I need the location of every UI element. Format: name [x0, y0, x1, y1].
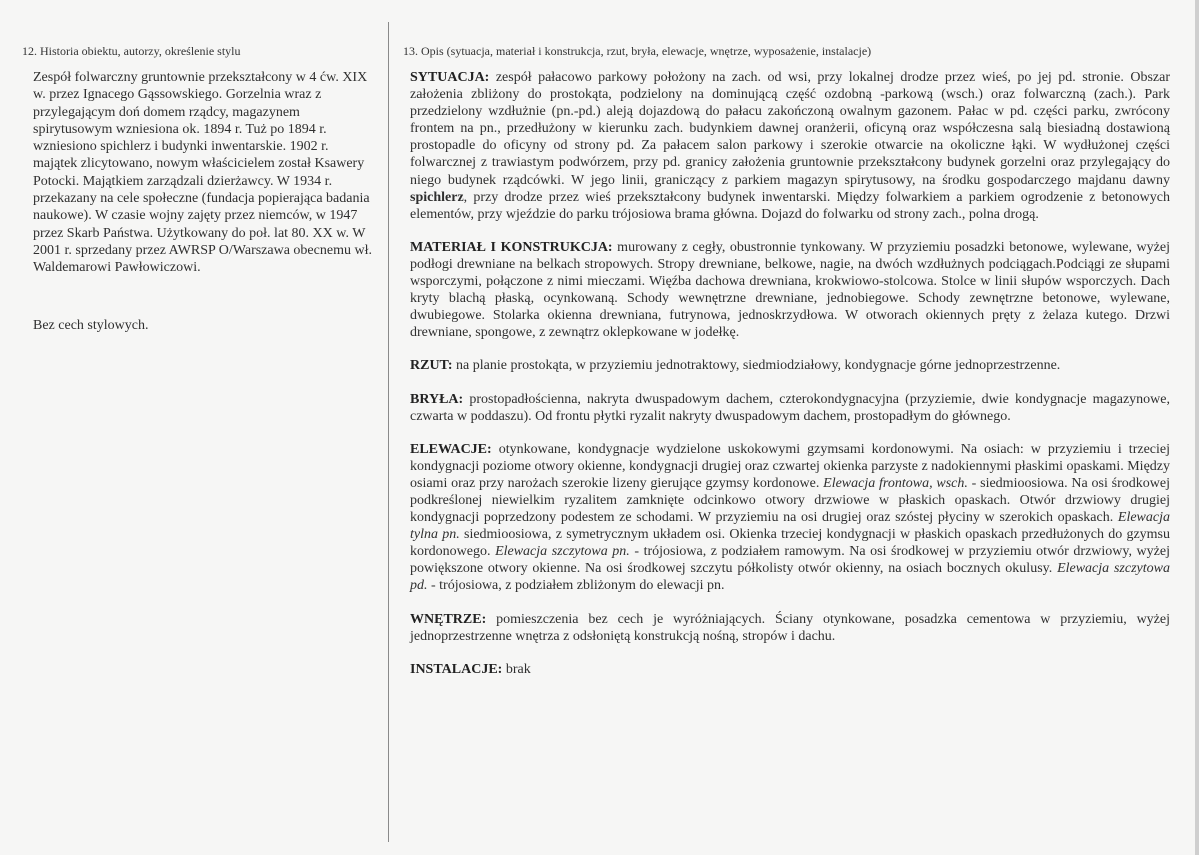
elewacje-text-c: siedmioosiowa, z symetrycznym układem osi. Okienka trzeciej kondygnacji w płaskich opaskach przedłużonych do gzymsu kordonowego. — [410, 527, 1171, 560]
history-body — [33, 69, 372, 334]
wnetrze-text: pomieszczenia bez cech je wyróżniających. Ściany otynkowane, posadzka cementowa w przyziemiu, wyżej jednoprzestrzenne wnętrza z odsłoniętą konstrukcją nośną, stropów i dachu. — [410, 611, 1170, 644]
description-column — [403, 44, 1170, 694]
sytuacja-label: SYTUACJA: — [410, 70, 490, 85]
rzut-text: na planie prostokąta, w przyziemiu jednotraktowy, siedmiodziałowy, kondygnacje górne jednoprzestrzenne. — [452, 358, 1061, 374]
elewacje-italic-c: Elewacja szczytowa pn. — [495, 544, 630, 560]
sytuacja-text-a: zespół pałacowo parkowy położony na zach. od wsi, przy lokalnej drodze przez wieś, po jej pd. stronie. Obszar założenia zbliżony do prostokąta, podzielony na dominującą część ozdobną -parkową (wsch.) oraz folwarczną (zach.). Park przedzielony wzdłużnie (pn.-pd.) aleją dojazdową do pałacu zakończoną owalnym gazonem. Pałac w pd. części parku, zwrócony frontem na pn., przedłużony w kierunku zach. budynkiem dawnej oranżerii, oficyną oraz współczesna salą biesiadną dostawioną prostopadle do oficyny od strony pd. Za pałacem salon parkowy i szerokie otwarcie na okoliczne łąki. W wydłużonej części folwarcznej z trawiastym podwórzem, przy pd. granicy założenia gruntownie przekształcony budynek gorzelni oraz przylegający do niego budynek rządcówki. W jego linii, graniczący z parkiem magazyn spirytusowy, na środku gospodarczego majdanu dawny — [410, 70, 1170, 188]
column-divider — [388, 22, 389, 842]
material-text: murowany z cegły, obustronnie tynkowany. W przyziemiu posadzki betonowe, wylewane, wyżej podłogi drewniane na belkach stropowych. Stropy drewniane, belkowe, nagie, na dwóch wzdłużnych podciągach.Podciągi ze słupami wsporczymi, połączone z nimi mieczami. Więźba dachowa drewniana, krokwiowo-stolcowa. Stolce w linii słupów wsporczych. Dach kryty blachą płaską, ocynkowaną. Schody wewnętrzne drewniane, jednobiegowe. Schody zewnętrzne betonowe, wylewane, dwubiegowe. Stolarka okienna drewniana, futrynowa, jednoskrzydłowa. W otworach okiennych pręty z żelaza kutego. Drzwi drewniane, spongowe, z zewnątrz oklepkowane w jodełkę. — [410, 239, 1170, 341]
style-note: Bez cech stylowych. — [33, 317, 149, 333]
section-rzut — [410, 357, 1170, 374]
section-bryla — [410, 391, 1170, 425]
elewacje-italic-a: Elewacja frontowa, wsch. — [823, 475, 968, 491]
section-elewacje — [410, 441, 1170, 595]
elewacje-text-b: - siedmioosiowa. Na osi środkowej podkreślonej niewielkim ryzalitem zamknięte odcinkowo otwory drzwiowe w płaskich opaskach. Otwór drzwiowy drugiej kondygnacji poprzedzony podestem ze schodami. W przyziemiu na osi drugiej oraz szóstej płyciny w szerokich opaskach. — [410, 475, 1170, 526]
wnetrze-label: WNĘTRZE: — [410, 611, 487, 627]
elewacje-italic-d: Elewacja szczytowa pd. — [410, 561, 1170, 594]
bryla-label: BRYŁA: — [410, 391, 464, 407]
history-text: Zespół folwarczny gruntownie przekształcony w 4 ćw. XIX w. przez Ignacego Gąssowskiego. Gorzelnia wraz z przylegającym doń domem rządcy, magazynem spirytusowym wzniesiona ok. 1894 r. Tuż po 1894 r. wzniesiono spichlerz i budynki inwentarskie. 1902 r. majątek zlicytowano, nowym właścicielem został Ksawery Potocki. Majątkiem zarządzali dzierżawcy. W 1934 r. przekazany na cele społeczne (fundacja popierająca badania naukowe). W czasie wojny zajęty przez niemców, w 1947 przez Skarb Państwa. Użytkowany do poł. lat 80. XX w. W 2001 r. sprzedany przez AWRSP O/Warszawa obecnemu wł. Waldemarowi Pawłowiczowi. — [33, 70, 372, 276]
history-header: 12. Historia obiektu, autorzy, określenie stylu — [22, 44, 241, 58]
bryla-text: prostopadłościenna, nakryta dwuspadowym dachem, czterokondygnacyjna (przyziemie, dwie kondygnacje magazynowe, czwarta w poddaszu). Od frontu płytki ryzalit nakryty dwuspadowym dachem, prostopadłym do głównego. — [410, 391, 1170, 424]
history-column — [22, 44, 372, 334]
instalacje-label: INSTALACJE: — [410, 661, 503, 677]
material-label: MATERIAŁ I KONSTRUKCJA: — [410, 239, 613, 255]
sytuacja-highlight: spichlerz — [410, 189, 464, 205]
section-material — [410, 239, 1170, 342]
section-sytuacja — [410, 69, 1170, 223]
description-header: 13. Opis (sytuacja, materiał i konstrukcja, rzut, bryła, elewacje, wnętrze, wyposażenie, instalacje) — [403, 44, 872, 58]
elewacje-text-d: - trójosiowa, z podziałem ramowym. Na osi środkowej w przyziemiu otwór drzwiowy, wyżej powiększone otwory okienne. Na osi środkowej szczytu półkolisty otwór okienny, na osiach bocznych okulusy. — [410, 544, 1170, 577]
elewacje-text-e: - trójosiowa, z podziałem zbliżonym do elewacji pn. — [427, 578, 725, 594]
sytuacja-text-b: , przy drodze przez wieś przekształcony budynek inwentarski. Między folwarkiem a parkiem ogrodzenie z betonowych elementów, przy wjeździe do parku trójosiowa brama główna. Dojazd do folwarku od strony zach., polna drogą. — [410, 189, 1170, 222]
elewacje-label: ELEWACJE: — [410, 441, 492, 457]
elewacje-text-a: otynkowane, kondygnacje wydzielone uskokowymi gzymsami kordonowymi. Na osiach: w przyziemiu i trzeciej kondygnacji poziome otwory okienne, kondygnacji drugiej oraz czwartej okienka parzyste z nadokiennymi płaskimi opaskami. Między osiami oraz przy narożach szerokie lizeny gierujące gzymsy kordonowe. — [410, 441, 1170, 491]
description-body — [410, 69, 1170, 678]
elewacje-italic-b: Elewacja tylna pn. — [410, 510, 1170, 543]
section-wnetrze — [410, 611, 1170, 645]
page-edge — [1195, 0, 1199, 855]
rzut-label: RZUT: — [410, 358, 453, 374]
instalacje-text: brak — [502, 661, 531, 677]
section-instalacje — [410, 661, 1170, 678]
